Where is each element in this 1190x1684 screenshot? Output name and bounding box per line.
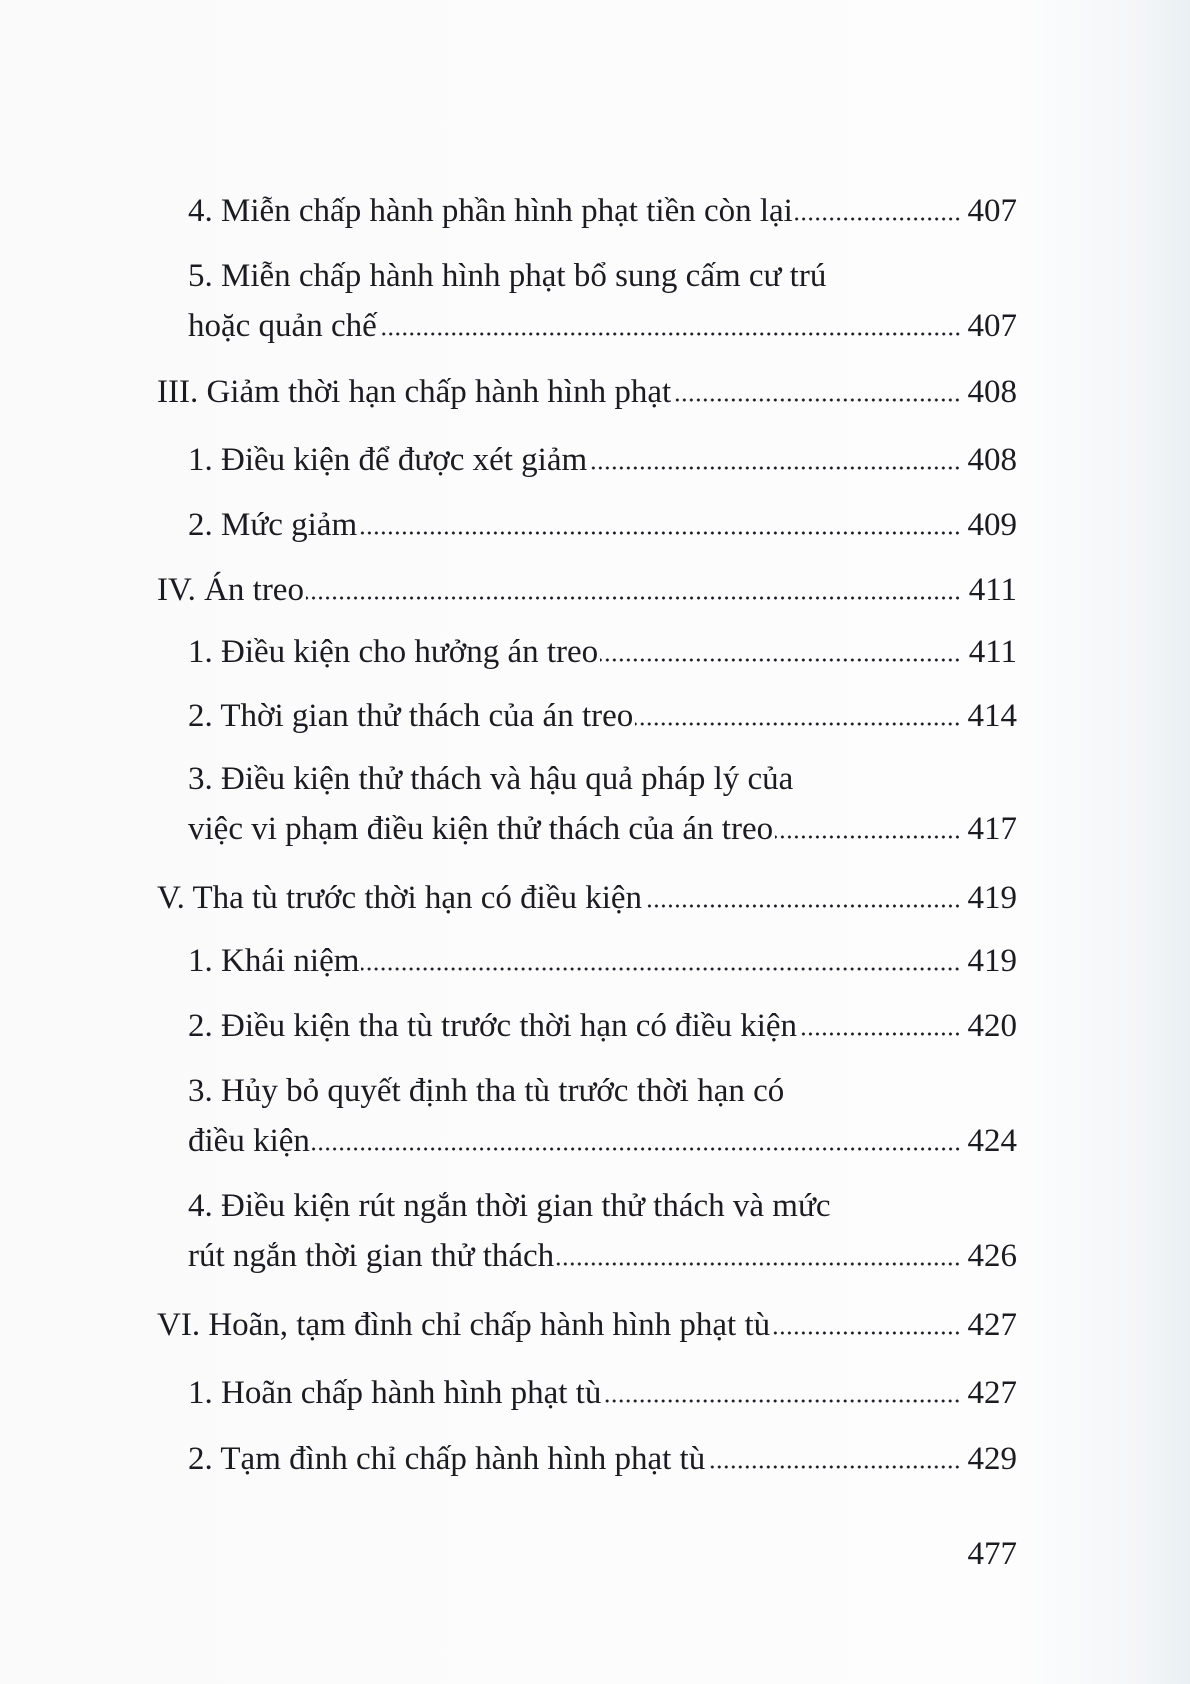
toc-entry-title-cont: hoặc quản chế xyxy=(188,308,377,344)
toc-entry xyxy=(0,1434,1190,1484)
dot-leader xyxy=(600,658,961,662)
dot-leader xyxy=(673,398,961,402)
dot-leader xyxy=(772,1331,961,1335)
toc-entry xyxy=(0,367,1190,417)
toc-entry xyxy=(0,565,1190,615)
dot-leader xyxy=(603,1399,961,1403)
toc-entry-title: 4. Miễn chấp hành phần hình phạt tiền còn lại xyxy=(188,193,793,229)
toc-entry-page: 419 xyxy=(967,880,1017,916)
toc-entry-title-cont: việc vi phạm điều kiện thử thách của án treo xyxy=(188,811,774,847)
toc-entry-page: 408 xyxy=(967,442,1017,478)
toc-entry xyxy=(0,754,1190,854)
toc-entry-title: 1. Điều kiện cho hưởng án treo xyxy=(188,634,599,670)
toc-entry xyxy=(0,251,1190,351)
dot-leader xyxy=(589,466,961,470)
toc-entry-title: 5. Miễn chấp hành hình phạt bổ sung cấm cư trú xyxy=(188,258,827,294)
toc-entry-page: 411 xyxy=(968,572,1017,608)
toc-entry-page: 424 xyxy=(967,1123,1017,1159)
dot-leader xyxy=(635,722,961,726)
toc-entry xyxy=(0,691,1190,741)
toc-entry-title: 3. Điều kiện thử thách và hậu quả pháp lý của xyxy=(188,761,794,797)
dot-leader xyxy=(775,835,961,839)
dot-leader xyxy=(312,1147,961,1151)
dot-leader xyxy=(707,1465,961,1469)
toc-entry-title: 3. Hủy bỏ quyết định tha tù trước thời hạn có xyxy=(188,1073,785,1109)
toc-entry-page: 407 xyxy=(967,193,1017,229)
toc-entry-title: V. Tha tù trước thời hạn có điều kiện xyxy=(157,880,643,916)
toc-entry-page: 429 xyxy=(967,1441,1017,1477)
toc-entry-page: 427 xyxy=(967,1375,1017,1411)
toc-entry xyxy=(0,1300,1190,1350)
toc-entry-page: 409 xyxy=(967,507,1017,543)
toc-entry-title: 1. Điều kiện để được xét giảm xyxy=(188,442,588,478)
toc-entry xyxy=(0,1181,1190,1281)
toc-entry xyxy=(0,936,1190,986)
toc-entry-page: 414 xyxy=(967,698,1017,734)
toc-entry-title: 1. Hoãn chấp hành hình phạt tù xyxy=(188,1375,602,1411)
dot-leader xyxy=(306,596,961,600)
toc-entry-title: 2. Thời gian thử thách của án treo xyxy=(188,698,634,734)
toc-entry-page: 426 xyxy=(967,1238,1017,1274)
toc-entry xyxy=(0,1066,1190,1166)
toc-entry-title-cont: rút ngắn thời gian thử thách xyxy=(188,1238,555,1274)
toc-entry-page: 420 xyxy=(967,1008,1017,1044)
page-number: 477 xyxy=(967,1536,1017,1572)
toc-entry-title: VI. Hoãn, tạm đình chỉ chấp hành hình phạt tù xyxy=(157,1307,771,1343)
dot-leader xyxy=(644,904,961,908)
toc-entry-page: 417 xyxy=(967,811,1017,847)
dot-leader xyxy=(556,1262,961,1266)
toc-entry-title: 2. Điều kiện tha tù trước thời hạn có điều kiện xyxy=(188,1008,798,1044)
dot-leader xyxy=(379,332,961,336)
toc-entry xyxy=(0,435,1190,485)
dot-leader xyxy=(359,531,961,535)
toc-entry xyxy=(0,500,1190,550)
toc-entry-page: 407 xyxy=(967,308,1017,344)
toc-entry xyxy=(0,873,1190,923)
toc-entry-title-cont: điều kiện xyxy=(188,1123,310,1159)
toc-entry-page: 427 xyxy=(967,1307,1017,1343)
toc-entry-title: 4. Điều kiện rút ngắn thời gian thử thách và mức xyxy=(188,1188,831,1224)
toc-entry-title: 1. Khái niệm xyxy=(188,943,360,979)
toc-entry-title: 2. Mức giảm xyxy=(188,507,358,543)
toc-entry-page: 419 xyxy=(967,943,1017,979)
dot-leader xyxy=(795,217,961,221)
dot-leader xyxy=(361,967,961,971)
toc-entry-title: 2. Tạm đình chỉ chấp hành hình phạt tù xyxy=(188,1441,706,1477)
toc-entry xyxy=(0,627,1190,677)
toc-entry-title: III. Giảm thời hạn chấp hành hình phạt xyxy=(157,374,672,410)
toc-entry xyxy=(0,1001,1190,1051)
dot-leader xyxy=(799,1032,961,1036)
toc-entry-title: IV. Án treo xyxy=(157,572,304,608)
toc-entry xyxy=(0,186,1190,236)
toc-entry xyxy=(0,1368,1190,1418)
toc-entry-page: 411 xyxy=(968,634,1017,670)
toc-entry-page: 408 xyxy=(967,374,1017,410)
